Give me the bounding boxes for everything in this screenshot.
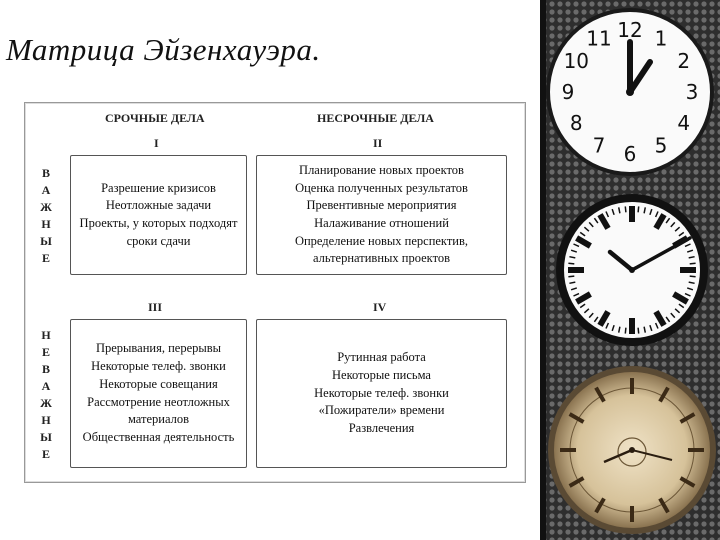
row-label-important [39, 165, 53, 267]
top-clock-numeral: 1 [654, 26, 668, 51]
quadrant-item: Разрешение кризисов [101, 180, 216, 195]
vintage-clock [548, 366, 716, 534]
quadrant-item: Рутинная работа [337, 350, 426, 365]
quadrant-item: Оценка полученных результатов [295, 180, 468, 195]
quadrant-4 [256, 319, 507, 468]
top-clock-numeral: 4 [677, 111, 691, 135]
middle-clock-tick [625, 328, 626, 334]
top-clock-numeral: 2 [677, 49, 691, 73]
clocks-illustration [540, 0, 720, 540]
middle-clock-tick [638, 206, 639, 212]
quadrant-item: Общественная деятельность [82, 429, 235, 444]
middle-clock-tick [690, 263, 696, 264]
quadrant-number-3: III [148, 300, 163, 314]
top-clock-numeral: 12 [617, 18, 643, 42]
row-label-letter: Ы [40, 430, 52, 444]
quadrant-item: Некоторые телеф. звонки [314, 385, 449, 400]
quadrant-item: Прерывания, перерывы [95, 341, 222, 356]
middle-clock-tick [625, 206, 626, 212]
eisenhower-matrix [24, 102, 526, 483]
middle-clock-tick [690, 276, 696, 277]
column-header-urgent: СРОЧНЫЕ ДЕЛА [105, 111, 205, 125]
quadrant-item: Некоторые письма [332, 367, 431, 382]
row-label-letter: Ж [40, 200, 52, 214]
quadrant-item: Проекты, у которых подходят [79, 216, 238, 230]
row-label-letter: Е [41, 251, 50, 265]
top-clock-numeral: 6 [623, 142, 637, 166]
quadrant-3 [70, 319, 247, 468]
quadrant-item: «Пожиратели» времени [318, 403, 445, 418]
slide-title: Матрица Эйзенхауэра. [6, 32, 321, 67]
quadrant-item: Некоторые совещания [99, 376, 218, 391]
top-clock [548, 10, 712, 174]
top-clock-numeral: 8 [569, 111, 583, 135]
row-label-letter: Ж [40, 396, 52, 410]
quadrant-item: альтернативных проектов [312, 251, 451, 266]
quadrant-item: Планирование новых проектов [299, 162, 464, 177]
middle-clock-tick [568, 263, 574, 264]
top-clock-numeral: 7 [592, 133, 606, 158]
quadrant-2 [256, 155, 507, 275]
quadrant-item: Развлечения [348, 421, 415, 436]
clock-decoration-panel [540, 0, 720, 540]
quadrant-item: Налаживание отношений [314, 216, 449, 230]
quadrant-item: сроки сдачи [126, 233, 191, 248]
top-clock-numeral: 3 [685, 80, 699, 104]
row-label-letter: Е [41, 447, 50, 461]
row-label-letter: Е [41, 345, 50, 359]
top-clock-numeral: 5 [654, 133, 668, 158]
quadrant-item: Превентивные мероприятия [306, 198, 457, 213]
quadrant-number-1: I [154, 136, 159, 150]
quadrant-item: материалов [127, 412, 190, 427]
middle-clock-tick [568, 276, 574, 277]
row-label-letter: Н [41, 217, 51, 231]
row-label-letter: А [41, 183, 51, 197]
quadrant-item: Неотложные задачи [105, 198, 212, 213]
column-header-not-urgent: НЕСРОЧНЫЕ ДЕЛА [317, 111, 434, 125]
quadrant-item: Некоторые телеф. звонки [91, 359, 226, 374]
row-label-not-important [39, 327, 53, 463]
top-clock-numeral: 11 [586, 26, 612, 51]
top-clock-numeral: 10 [563, 49, 590, 73]
row-label-letter: А [41, 379, 51, 393]
row-label-letter: Н [41, 413, 51, 427]
row-label-letter: В [41, 166, 50, 180]
middle-clock-tick [638, 328, 639, 334]
top-clock-numeral: 9 [561, 80, 575, 104]
quadrant-item: Определение новых перспектив, [294, 233, 469, 248]
row-label-letter: Ы [40, 234, 52, 248]
quadrant-1 [70, 155, 247, 275]
row-label-letter: В [41, 362, 50, 376]
quadrant-item: Рассмотрение неотложных [87, 394, 230, 409]
quadrant-number-4: IV [373, 300, 387, 314]
middle-clock [556, 194, 708, 346]
quadrant-number-2: II [373, 136, 383, 150]
row-label-letter: Н [41, 328, 51, 342]
